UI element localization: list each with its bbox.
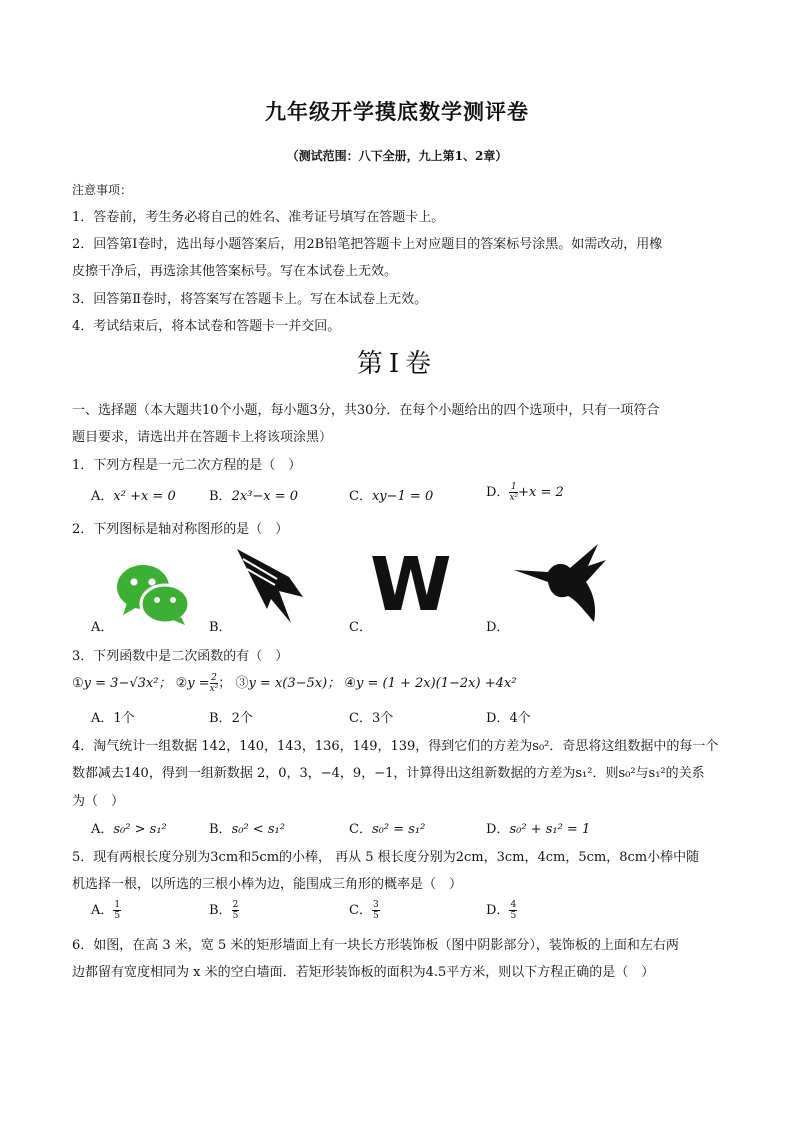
fraction (210, 673, 219, 694)
item-prefix: ③ (235, 676, 249, 691)
option-a (91, 899, 121, 921)
question-2-stem: 2．下列图标是轴对称图形的是（ ） (72, 522, 289, 537)
option-label: B． (209, 711, 232, 726)
fraction (232, 900, 240, 921)
option-label: D． (486, 903, 510, 918)
fraction-numerator: 3 (372, 900, 379, 910)
option-b-label: B． (209, 620, 232, 635)
option-expr: xy−1 = 0 (371, 489, 434, 504)
option-label: D． (486, 485, 510, 500)
option-c (349, 899, 380, 921)
option-label: B． (209, 903, 232, 918)
note-item: 皮擦干净后，再选涂其他答案标号。写在本试卷上无效。 (72, 264, 398, 279)
option-text: 2个 (231, 711, 253, 726)
wing-bolt-icon (233, 547, 305, 629)
function-expr: y = (187, 676, 210, 691)
fraction (509, 482, 518, 503)
question-5-stem-cont: 机选择一根，以所选的三根小棒为边，能围成三角形的概率是（ ） (72, 877, 463, 892)
option-label: C． (349, 822, 372, 837)
option-c (349, 485, 433, 504)
option-b (209, 707, 253, 726)
item-prefix: ② (175, 676, 188, 691)
option-label: A． (91, 822, 114, 837)
fraction (509, 900, 517, 921)
option-c-label: C． (349, 620, 372, 635)
option-b (209, 818, 285, 837)
fraction-numerator: 2 (211, 673, 217, 683)
fraction-denominator: 5 (114, 911, 121, 921)
option-b (209, 899, 239, 921)
letter-w-icon: W (370, 542, 448, 628)
fraction-denominator: 5 (510, 911, 517, 921)
option-a-label: A． (91, 620, 114, 635)
option-d (486, 707, 531, 726)
exam-title: 九年级开学摸底数学测评卷 (265, 99, 529, 124)
hummingbird-icon (512, 542, 608, 630)
question-3-functions (72, 672, 732, 694)
option-a (91, 485, 176, 504)
question-5-stem: 5．现有两根长度分别为3cm和5cm的小棒， 再从 5 根长度分别为2cm，3cm，4cm，5cm，8cm小棒中随 (72, 850, 700, 865)
question-4-stem: 4．淘气统计一组数据 142，140，143，136，149，139，得到它们的方差为s₀²．奇思将这组数据中的每一个 (72, 739, 719, 754)
section-title: 第Ⅰ卷 (356, 349, 438, 379)
option-label: C． (349, 711, 372, 726)
option-label: D． (486, 711, 510, 726)
option-a (91, 818, 167, 837)
fraction-numerator: 1 (510, 482, 517, 492)
option-expr: s₀² + s₁² = 1 (509, 822, 591, 837)
note-item: 4．考试结束后，将本试卷和答题卡一并交回。 (72, 319, 341, 334)
option-label: B． (209, 822, 232, 837)
option-text: 1个 (113, 711, 135, 726)
option-expr: x² +x = 0 (113, 489, 176, 504)
fraction-numerator: 2 (232, 900, 239, 910)
fraction-denominator: 5 (372, 911, 379, 921)
fraction (372, 900, 380, 921)
note-item: 3．回答第Ⅱ卷时，将答案写在答题卡上。写在本试卷上无效。 (72, 292, 428, 307)
exam-subtitle: （测试范围：八下全册，九上第1、2章） (286, 149, 508, 163)
function-expr: y = 3−√3x²； (83, 676, 172, 691)
function-expr: y = (1 + 2x)(1−2x) +4x² (356, 676, 517, 691)
option-label: C． (349, 489, 372, 504)
function-expr: y = x(3−5x)； (248, 676, 341, 691)
question-3-stem: 3．下列函数中是二次函数的有（ ） (72, 649, 289, 664)
option-text: 4个 (509, 711, 531, 726)
option-d (486, 481, 564, 503)
option-label: B． (209, 489, 232, 504)
fraction-denominator: 5 (232, 911, 239, 921)
fraction-denominator: x² (509, 493, 519, 503)
option-label: A． (91, 489, 114, 504)
question-6-stem: 6．如图，在高 3 米，宽 5 米的矩形墙面上有一块长方形装饰板（图中阴影部分），装饰板的上面和左右两 (72, 938, 679, 953)
option-expr: s₀² > s₁² (113, 822, 167, 837)
note-item: 2．回答第Ⅰ卷时，选出每小题答案后，用2B铅笔把答题卡上对应题目的答案标号涂黑。如需改动，用橡 (72, 237, 663, 252)
part-one-instructions: 一、选择题（本大题共10个小题，每小题3分，共30分．在每个小题给出的四个选项中，只有一项符合 (72, 403, 660, 418)
fraction-denominator: x² (209, 684, 219, 694)
option-label: A． (91, 711, 114, 726)
note-item: 1．答卷前，考生务必将自己的姓名、准考证号填写在答题卡上。 (72, 210, 445, 225)
option-b (209, 485, 298, 504)
part-one-instructions-cont: 题目要求，请选出并在答题卡上将该项涂黑） (72, 430, 333, 445)
fraction-numerator: 1 (114, 900, 121, 910)
notes-heading: 注意事项： (72, 183, 133, 197)
question-1-stem: 1．下列方程是一元二次方程的是（ ） (72, 458, 302, 473)
fraction-numerator: 4 (510, 900, 517, 910)
option-d (486, 899, 517, 921)
option-expr: s₀² < s₁² (231, 822, 285, 837)
wechat-icon (115, 563, 193, 629)
item-suffix: ； (218, 676, 232, 691)
item-prefix: ① (72, 676, 84, 691)
option-d (486, 818, 590, 837)
option-label: D． (486, 822, 510, 837)
option-label: A． (91, 903, 114, 918)
option-c (349, 707, 393, 726)
question-4-stem-end: 为（ ） (72, 794, 125, 809)
item-prefix: ④ (344, 676, 356, 691)
question-4-stem-cont: 数都减去140，得到一组新数据 2，0，3，−4，9，−1，计算得出这组新数据的方差为s₁²．则s₀²与s₁²的关系 (72, 766, 705, 781)
option-d-label: D． (486, 620, 510, 635)
option-expr: s₀² = s₁² (371, 822, 426, 837)
option-label: C． (349, 903, 372, 918)
option-c (349, 818, 425, 837)
option-expr: +x = 2 (518, 485, 564, 500)
option-expr: 2x³−x = 0 (231, 489, 299, 504)
option-text: 3个 (371, 711, 394, 726)
option-a (91, 707, 135, 726)
question-6-stem-cont: 边都留有宽度相同为 x 米的空白墙面．若矩形装饰板的面积为4.5平方米，则以下方程正确的是（ ） (72, 965, 655, 980)
fraction (113, 900, 121, 921)
